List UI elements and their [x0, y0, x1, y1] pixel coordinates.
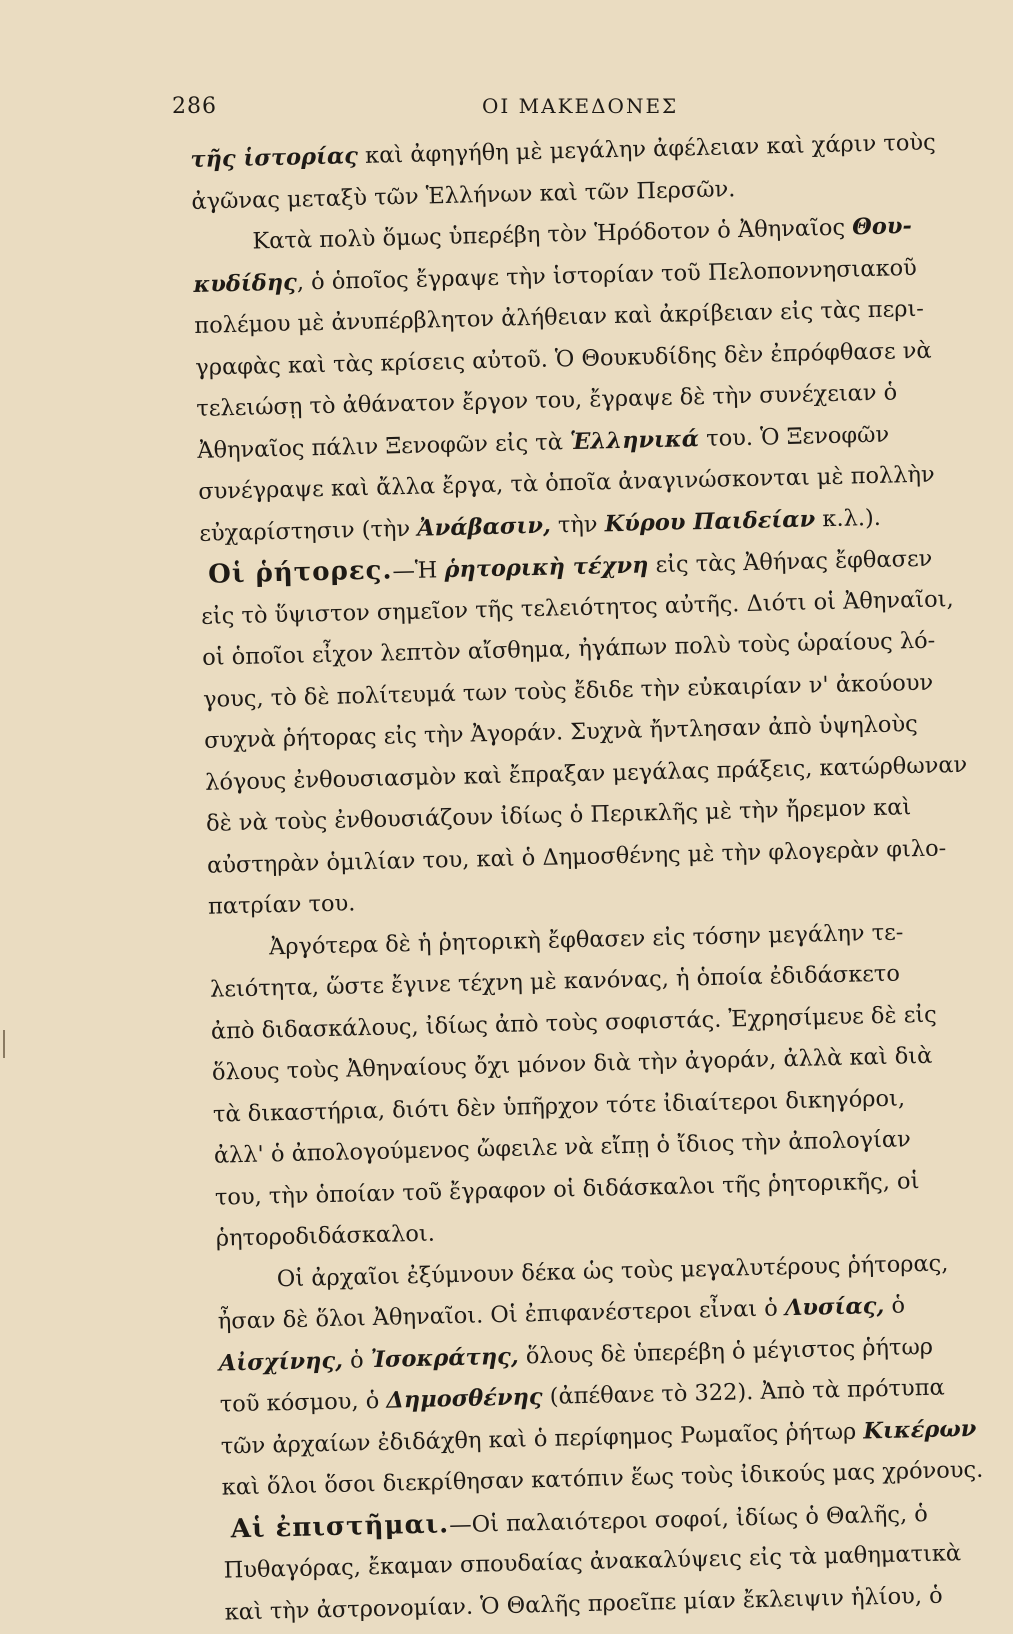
text-segment: (ἀπέθανε τὸ 322). Ἀπὸ τὰ πρότυπα [542, 1374, 945, 1411]
emphasized-text: Αἰσχίνης, [218, 1347, 344, 1377]
emphasized-text: κυδίδης [193, 269, 298, 298]
text-segment: τῶν ἀρχαίων ἐδιδάχθη καὶ ὁ περίφημος Ρωμαῖος ῥήτωρ [220, 1417, 864, 1460]
text-segment: —Οἱ παλαιότεροι σοφοί, ἰδίως ὁ Θαλῆς, ὁ [448, 1500, 929, 1538]
text-segment: συνέγραψε καὶ ἄλλα ἔργα, τὰ ὁποῖα ἀναγινώσκονται μὲ πολλὴν [197, 461, 935, 505]
emphasized-text: Ἀνάβασιν, [416, 512, 552, 542]
text-segment: , ὁ ὁποῖος ἔγραψε τὴν ἱστορίαν τοῦ Πελοποννησιακοῦ [296, 254, 918, 296]
text-segment: του, τὴν ὁποίαν τοῦ ἔγραφον οἱ διδάσκαλοι τῆς ῥητορικῆς, οἱ [214, 1167, 920, 1211]
text-segment: τελειώσῃ τὸ ἀθάνατον ἔργον του, ἔγραψε δὲ τὴν συνέχειαν ὁ [196, 379, 898, 422]
emphasized-text: τῆς ἱστορίας [190, 143, 359, 173]
text-segment: πολέμου μὲ ἀνυπέρβλητον ἀλήθειαν καὶ ἀκρίβειαν εἰς τὰς περι- [194, 295, 925, 339]
text-segment: δὲ νὰ τοὺς ἐνθουσιάζουν ἰδίως ὁ Περικλῆς μὲ τὴν ἤρεμον καὶ [205, 794, 912, 837]
text-segment: ὁ [342, 1346, 372, 1374]
emphasized-text: Λυσίας, [784, 1292, 885, 1322]
text-segment: ἀπὸ διδασκάλους, ἰδίως ἀπὸ τοὺς σοφιστάς. Ἐχρησίμευε δὲ εἰς [210, 1001, 938, 1045]
text-segment: οἱ ὁποῖοι εἶχον λεπτὸν αἴσθημα, ἠγάπων πολὺ τοὺς ὡραίους λό- [201, 627, 936, 671]
text-segment: καὶ ὅλοι ὅσοι διεκρίθησαν κατόπιν ἕως τοὺς ἰδικούς μας χρόνους. [221, 1456, 984, 1501]
text-segment: συχνὰ ῥήτορας εἰς τὴν Ἀγοράν. Συχνὰ ἤντλησαν ἀπὸ ὑψηλοὺς [203, 711, 919, 754]
page-header [0, 88, 1013, 128]
text-segment: καὶ ἀφηγήθη μὲ μεγάλην ἀφέλειαν καὶ χάριν τοὺς [357, 129, 936, 170]
text-segment: εἰς τὸ ὕψιστον σημεῖον τῆς τελειότητος αὐτῆς. Διότι οἱ Ἀθηναῖοι, [200, 585, 954, 630]
text-segment: ῥητοροδιδάσκαλοι. [215, 1220, 436, 1252]
emphasized-text: ῥητορικὴ τέχνη [444, 552, 649, 584]
emphasized-text: Ἑλληνικά [569, 425, 700, 455]
emphasized-text: Θου- [851, 213, 913, 241]
text-segment: ὅλους δὲ ὑπερέβη ὁ μέγιστος ῥήτωρ [518, 1333, 934, 1370]
text-segment: ἦσαν δὲ ὅλοι Ἀθηναῖοι. Οἱ ἐπιφανέστεροι εἶναι ὁ [217, 1295, 786, 1335]
text-segment: καὶ τὴν ἀστρονομίαν. Ὁ Θαλῆς προεῖπε μίαν ἔκλειψιν ἡλίου, ὁ [224, 1582, 943, 1626]
text-segment: εἰς τὰς Ἀθήνας ἔφθασεν [648, 545, 933, 579]
text-segment: —Ἡ [392, 557, 445, 585]
text-segment: γραφὰς καὶ τὰς κρίσεις αὐτοῦ. Ὁ Θουκυδίδης δὲν ἐπρόφθασε νὰ [195, 337, 932, 381]
text-segment: του. Ὁ Ξενοφῶν [698, 421, 890, 452]
text-segment: εὐχαρίστησιν (τὴν [198, 515, 418, 547]
text-segment: Κατὰ πολὺ ὅμως ὑπερέβη τὸν Ἡρόδοτον ὁ Ἀθηναῖος [252, 214, 853, 255]
text-segment: Ἀθηναῖος πάλιν Ξενοφῶν εἰς τὰ [197, 428, 571, 464]
text-segment: πατρίαν του. [207, 890, 356, 920]
emphasized-text: Κύρου Παιδείαν [604, 505, 816, 537]
text-segment: ἀλλ' ὁ ἀπολογούμενος ὤφειλε νὰ εἴπῃ ὁ ἴδιος τὴν ἀπολογίαν [213, 1126, 912, 1169]
text-segment: λειότητα, ὥστε ἔγινε τέχνη μὲ κανόνας, ἡ ὁποία ἐδιδάσκετο [209, 960, 901, 1003]
text-segment: ὅλους τοὺς Ἀθηναίους ὄχι μόνον διὰ τὴν ἀγοράν, ἀλλὰ καὶ διὰ [211, 1042, 933, 1086]
section-heading: Αἱ ἐπιστῆμαι. [230, 1508, 450, 1544]
text-segment: τοῦ κόσμου, ὁ [219, 1387, 387, 1418]
text-segment: ἀγῶνας μεταξὺ τῶν Ἑλλήνων καὶ τῶν Περσῶν. [191, 175, 736, 215]
emphasized-text: Δημοσθένης [386, 1384, 543, 1414]
emphasized-text: Ἰσοκράτης, [370, 1343, 519, 1373]
text-segment: τὰ δικαστήρια, διότι δὲν ὑπῆρχον τότε ἰδιαίτεροι δικηγόροι, [212, 1084, 906, 1128]
text-segment: Ἀργότερα δὲ ἡ ῥητορικὴ ἔφθασεν εἰς τόσην μεγάλην τε- [268, 918, 904, 960]
text-segment: Οἱ ἀρχαῖοι ἐξύμνουν δέκα ὡς τοὺς μεγαλυτέρους ῥήτορας, [276, 1249, 949, 1292]
margin-mark [3, 1030, 5, 1058]
text-segment: αὐστηρὰν ὁμιλίαν του, καὶ ὁ Δημοσθένης μὲ τὴν φλογερὰν φιλο- [206, 834, 947, 879]
text-segment: κ.λ.). [814, 504, 882, 532]
text-segment: τὴν [550, 510, 605, 539]
text-segment: γους, τὸ δὲ πολίτευμά των τοὺς ἔδιδε τὴν εὐκαιρίαν ν' ἀκούουν [202, 669, 934, 713]
emphasized-text: Κικέρων [863, 1415, 977, 1444]
page-number: 286 [172, 94, 217, 119]
body-text [190, 122, 1010, 1634]
section-heading: Οἱ ῥήτορες. [207, 555, 393, 590]
text-segment: ὁ [883, 1292, 906, 1319]
text-segment: λόγους ἐνθουσιασμὸν καὶ ἔπραξαν μεγάλας πράξεις, κατώρθωναν [204, 751, 968, 796]
running-title: ΟΙ ΜΑΚΕΔΟΝΕΣ [482, 94, 679, 118]
text-segment: Πυθαγόρας, ἔκαμαν σπουδαίας ἀνακαλύψεις εἰς τὰ μαθηματικὰ [223, 1540, 962, 1584]
